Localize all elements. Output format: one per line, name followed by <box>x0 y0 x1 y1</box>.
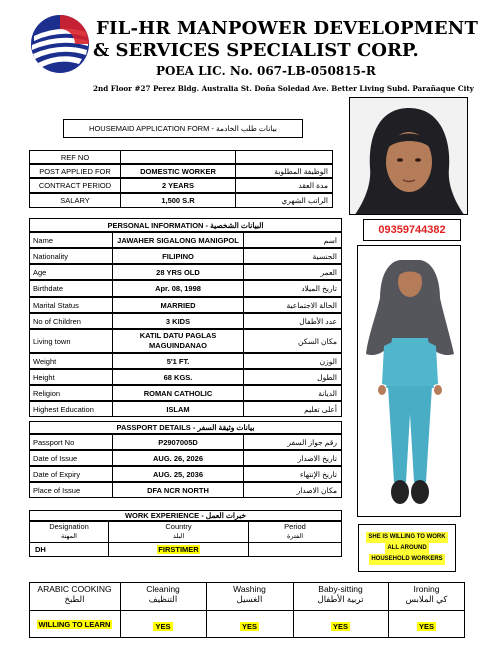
country-label-arabic: البلد <box>172 533 185 540</box>
skill-label: Ironing <box>413 584 440 594</box>
passport-header: PASSPORT DETAILS - بيانات وثيقة السفر <box>29 421 342 434</box>
willing-line-2: ALL AROUND <box>385 543 428 554</box>
willing-line-3: HOUSEHOLD WORKERS <box>369 554 444 565</box>
work-experience-header: WORK EXPERIENCE - خبرات العمل <box>29 510 342 521</box>
living-town-line1: KATIL DATU PAGLAS <box>139 331 217 340</box>
skill-value: YES <box>155 622 171 631</box>
skill-value-cell <box>206 621 293 632</box>
personal-label: Height <box>29 369 113 385</box>
skill-label: ARABIC COOKING <box>37 584 112 594</box>
skill-header <box>120 584 206 604</box>
company-logo <box>30 14 90 74</box>
application-label-arabic: الوظيفة المطلوبة <box>235 164 333 178</box>
personal-label: Weight <box>29 353 113 369</box>
skill-value: YES <box>241 622 257 631</box>
personal-label-arabic: الحالة الاجتماعية <box>243 297 342 313</box>
personal-label-arabic: أعلى تعليم <box>243 401 342 417</box>
portrait-photo <box>349 97 468 215</box>
skill-label-arabic: الغسيل <box>236 594 263 604</box>
skill-value-cell <box>388 621 465 632</box>
skill-label-arabic: التنظيف <box>148 594 178 604</box>
passport-label-arabic: تاريخ الإنتهاء <box>243 466 342 482</box>
application-label: POST APPLIED FOR <box>29 164 121 178</box>
period-header <box>248 521 342 543</box>
skills-row-divider <box>29 610 465 611</box>
willing-line-1: SHE IS WILLING TO WORK <box>366 532 447 543</box>
personal-value <box>112 329 244 353</box>
passport-label-arabic: رقم جواز السفر <box>243 434 342 450</box>
passport-label: Date of Issue <box>29 450 113 466</box>
full-body-photo <box>357 245 461 517</box>
personal-label-arabic: العمر <box>243 264 342 280</box>
company-name-line1: FIL-HR MANPOWER DEVELOPMENT <box>96 18 479 39</box>
personal-label-arabic: اسم <box>243 232 342 248</box>
personal-value: Apr. 08, 1998 <box>112 280 244 297</box>
application-label-arabic: الراتب الشهري <box>235 193 333 208</box>
personal-label: Birthdate <box>29 280 113 297</box>
passport-label: Place of Issue <box>29 482 113 498</box>
work-period-cell <box>248 543 342 557</box>
personal-label: Marital Status <box>29 297 113 313</box>
personal-value: 68 KGS. <box>112 369 244 385</box>
personal-value: FILIPINO <box>112 248 244 264</box>
personal-value: 28 YRS OLD <box>112 264 244 280</box>
personal-label: Living town <box>29 329 113 353</box>
personal-label-arabic: الجنسية <box>243 248 342 264</box>
country-label: Country <box>165 522 192 531</box>
skill-label: Baby-sitting <box>318 584 363 594</box>
living-town-line2: MAGUINDANAO <box>149 341 207 350</box>
willing-to-work-note <box>358 524 456 572</box>
application-label: CONTRACT PERIOD <box>29 178 121 193</box>
skill-label: Washing <box>233 584 266 594</box>
skill-header <box>29 584 120 604</box>
personal-label-arabic: الوزن <box>243 353 342 369</box>
passport-value: AUG. 25, 2036 <box>112 466 244 482</box>
personal-label-arabic: مكان السكن <box>243 329 342 353</box>
application-value <box>120 150 236 164</box>
skill-header <box>388 584 465 604</box>
skill-value-cell <box>29 619 120 630</box>
application-label-arabic <box>235 150 333 164</box>
skill-value: WILLING TO LEARN <box>38 620 111 629</box>
application-value: DOMESTIC WORKER <box>120 164 236 178</box>
personal-label-arabic: عدد الأطفال <box>243 313 342 329</box>
skill-value: YES <box>332 622 348 631</box>
skill-value-cell <box>120 621 206 632</box>
work-country-cell <box>108 543 248 557</box>
personal-label-arabic: الطول <box>243 369 342 385</box>
application-value: 2 YEARS <box>120 178 236 193</box>
passport-value: DFA NCR NORTH <box>112 482 244 498</box>
application-label: REF NO <box>29 150 121 164</box>
skill-value: YES <box>418 622 434 631</box>
company-address: 2nd Floor #27 Perez Bldg. Australia St. Doña Soledad Ave. Better Living Subd. Parañaque City <box>93 84 474 93</box>
application-value: 1,500 S.R <box>120 193 236 208</box>
skill-label-arabic: كي الملابس <box>405 594 448 604</box>
personal-label: No of Children <box>29 313 113 329</box>
personal-label: Highest Education <box>29 401 113 417</box>
skill-label-arabic: تربية الأطفال <box>317 594 364 604</box>
personal-label: Name <box>29 232 113 248</box>
personal-value: JAWAHER SIGALONG MANIGPOL <box>112 232 244 248</box>
personal-label-arabic: الديانة <box>243 385 342 401</box>
designation-label-arabic: المهنة <box>61 533 77 540</box>
application-label-arabic: مدة العقد <box>235 178 333 193</box>
skill-label: Cleaning <box>146 584 180 594</box>
passport-label-arabic: مكان الاصدار <box>243 482 342 498</box>
work-designation-cell: DH <box>29 543 108 557</box>
personal-value: ISLAM <box>112 401 244 417</box>
personal-label-arabic: تاريخ الميلاد <box>243 280 342 297</box>
personal-value: 5'1 FT. <box>112 353 244 369</box>
personal-value: ROMAN CATHOLIC <box>112 385 244 401</box>
personal-label: Age <box>29 264 113 280</box>
designation-label: Designation <box>49 522 89 531</box>
passport-label: Date of Expiry <box>29 466 113 482</box>
phone-number: 09359744382 <box>363 219 461 241</box>
skill-header <box>206 584 293 604</box>
passport-label: Passport No <box>29 434 113 450</box>
designation-header <box>29 521 108 543</box>
form-title: HOUSEMAID APPLICATION FORM - بيانات طلب الخادمة <box>63 119 303 138</box>
personal-value: MARRIED <box>112 297 244 313</box>
skill-header <box>293 584 388 604</box>
work-country-value: FIRSTIMER <box>158 545 199 554</box>
personal-value: 3 KIDS <box>112 313 244 329</box>
passport-value: P2907005D <box>112 434 244 450</box>
skill-label-arabic: الطبخ <box>64 594 85 604</box>
personal-label: Nationality <box>29 248 113 264</box>
country-header <box>108 521 248 543</box>
skill-value-cell <box>293 621 388 632</box>
company-name-line2: & SERVICES SPECIALIST CORP. <box>93 40 419 61</box>
application-label: SALARY <box>29 193 121 208</box>
period-label: Period <box>284 522 306 531</box>
personal-label: Religion <box>29 385 113 401</box>
passport-value: AUG. 26, 2026 <box>112 450 244 466</box>
passport-label-arabic: تاريخ الاصدار <box>243 450 342 466</box>
poea-license: POEA LIC. No. 067-LB-050815-R <box>156 64 376 78</box>
period-label-arabic: الفترة <box>286 533 304 540</box>
personal-info-header: PERSONAL INFORMATION - البيانات الشخصية <box>29 218 342 232</box>
